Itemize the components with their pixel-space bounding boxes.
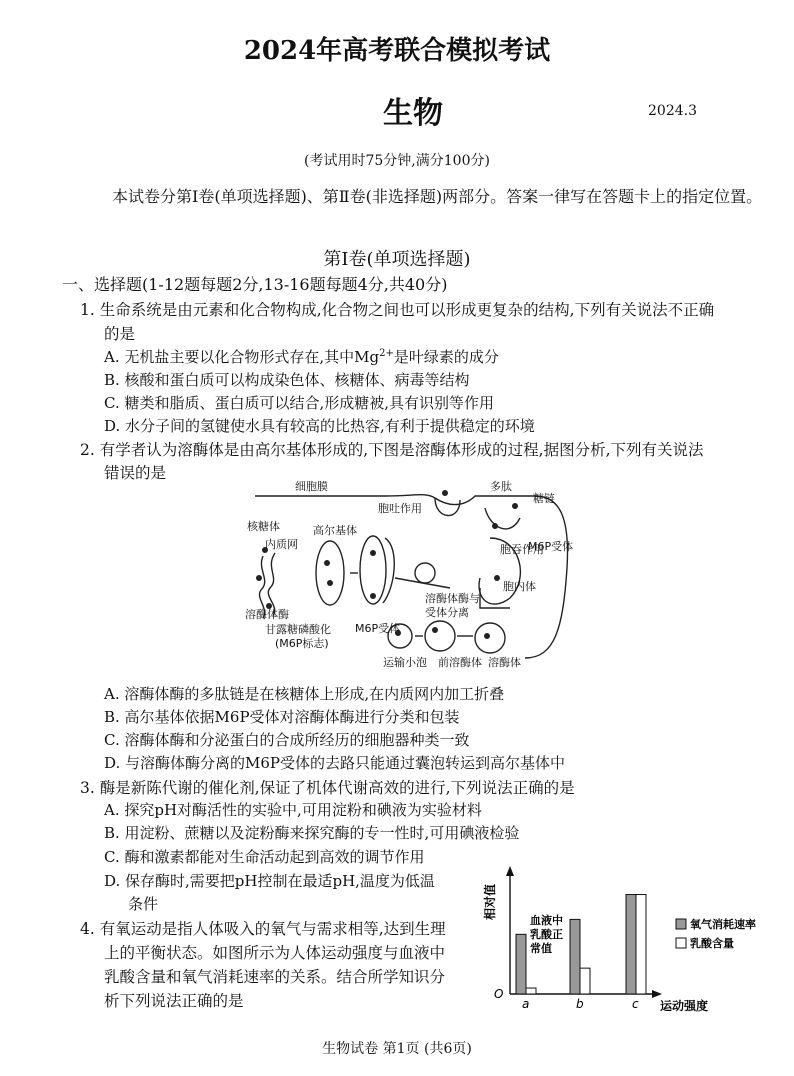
subject-title: 生物 xyxy=(383,96,443,131)
legend-swatch-oxygen xyxy=(676,919,686,929)
section-title: 一、选择题(1-12题每题2分,13-16题每题4分,共40分) xyxy=(62,275,448,294)
label-cell-membrane: 细胞膜 xyxy=(295,480,328,493)
x-axis-arrow xyxy=(652,990,662,998)
q1-option-a-tail: 是叶绿素的成分 xyxy=(393,348,499,366)
q4-stem-line3: 乳酸含量和氧气消耗速率的关系。结合所学知识分 xyxy=(104,968,446,986)
legend-label-oxygen: 氧气消耗速率 xyxy=(690,918,756,931)
golgi-edge xyxy=(383,538,394,603)
q3-stem: 3. 酶是新陈代谢的催化剂,保证了机体代谢高效的进行,下列说法正确的是 xyxy=(80,779,575,797)
volume-title: 第Ⅰ卷(单项选择题) xyxy=(323,249,471,270)
q4-stem-line1: 4. 有氧运动是指人体吸入的氧气与需求相等,达到生理 xyxy=(80,920,446,938)
q3-option-d-line2: 条件 xyxy=(128,895,159,913)
chart-annotation-line2: 乳酸正 xyxy=(530,928,563,941)
origin-label: O xyxy=(494,987,504,1001)
endocytosis-pit xyxy=(485,508,520,529)
exam-date: 2024.3 xyxy=(648,103,697,119)
label-pre-lysosome: 前溶酶体 xyxy=(438,656,482,669)
q2-option-c: C. 溶酶体酶和分泌蛋白的合成所经历的细胞器种类一致 xyxy=(104,731,470,749)
arrow-receptor-return xyxy=(395,578,450,588)
q1-option-c: C. 糖类和脂质、蛋白质可以结合,形成糖被,具有识别等作用 xyxy=(104,394,495,412)
label-endocytosis: 胞吞作用 xyxy=(500,543,544,556)
label-lysosome: 溶酶体 xyxy=(488,656,521,669)
q2-option-b: B. 高尔基体依据M6P受体对溶酶体酶进行分类和包装 xyxy=(104,708,460,726)
chart-annotation-line1: 血液中 xyxy=(530,914,563,927)
x-tick-b: b xyxy=(576,997,584,1011)
exercise-chart xyxy=(480,862,780,1012)
label-mannose-line2: (M6P标志) xyxy=(275,637,329,650)
q1-option-a-superscript: 2+ xyxy=(379,348,394,359)
legend-swatch-lactate xyxy=(676,938,686,948)
label-m6p-receptor-bottom: M6P受体 xyxy=(355,622,401,635)
label-sugar-chain: 糖链 xyxy=(533,492,555,505)
label-m6p-receptor-top: M6P受体 xyxy=(528,540,574,553)
label-exocytosis: 胞吐作用 xyxy=(378,502,422,515)
exam-title: 2024年高考联合模拟考试 xyxy=(243,36,551,66)
x-tick-c: c xyxy=(632,997,639,1011)
q1-option-d: D. 水分子间的氢键使水具有较高的比热容,有利于提供稳定的环境 xyxy=(104,417,535,435)
page-footer: 生物试卷 第1页 (共6页) xyxy=(322,1041,472,1057)
q3-option-b: B. 用淀粉、蔗糖以及淀粉酶来探究酶的专一性时,可用碘液检验 xyxy=(104,824,520,842)
q2-option-a: A. 溶酶体酶的多肽链是在核糖体上形成,在内质网内加工折叠 xyxy=(104,685,505,703)
q3-option-a: A. 探究pH对酶活性的实验中,可用淀粉和碘液为实验材料 xyxy=(104,801,482,819)
q2-stem-line2: 错误的是 xyxy=(104,464,167,482)
q3-option-c: C. 酶和激素都能对生命活动起到高效的调节作用 xyxy=(104,848,425,866)
recycling-vesicle xyxy=(415,563,435,583)
q4-stem-line2: 上的平衡状态。如图所示为人体运动强度与血液中 xyxy=(104,944,446,962)
label-golgi: 高尔基体 xyxy=(313,524,357,537)
bar-oxygen-c xyxy=(626,895,636,994)
golgi-cis xyxy=(316,541,344,605)
q1-stem-line2: 的是 xyxy=(104,325,136,343)
label-lysosomal-enzyme: 溶酶体酶 xyxy=(245,608,289,621)
q1-option-a-text: A. 无机盐主要以化合物形式存在,其中Mg xyxy=(104,348,380,366)
lysosome-formation-diagram xyxy=(235,478,575,673)
q1-option-a xyxy=(104,346,499,367)
label-separation-line1: 溶酶体酶与 xyxy=(425,592,480,605)
label-ribosome: 核糖体 xyxy=(247,520,280,533)
q4-stem-line4: 析下列说法正确的是 xyxy=(104,992,244,1010)
label-transport-vesicle: 运输小泡 xyxy=(383,656,427,669)
chart-annotation-line3: 常值 xyxy=(530,942,552,955)
q3-option-d-line1: D. 保存酶时,需要把pH控制在最适pH,温度为低温 xyxy=(104,872,435,890)
label-mannose-line1: 甘露糖磷酸化 xyxy=(265,623,331,636)
legend-label-lactate: 乳酸含量 xyxy=(690,937,734,950)
bar-lactate-b xyxy=(580,968,590,994)
bar-lactate-c xyxy=(636,895,646,994)
bar-lactate-a xyxy=(526,988,536,994)
x-axis-label: 运动强度 xyxy=(660,999,709,1012)
x-tick-a: a xyxy=(522,997,530,1011)
time-info: (考试用时75分钟,满分100分) xyxy=(304,153,490,169)
q2-option-d: D. 与溶酶体酶分离的M6P受体的去路只能通过囊泡转运到高尔基体中 xyxy=(104,754,566,772)
label-separation-line2: 受体分离 xyxy=(425,606,469,619)
q2-stem-line1: 2. 有学者认为溶酶体是由高尔基体形成的,下图是溶酶体形成的过程,据图分析,下列有关说法 xyxy=(80,441,704,459)
lysosome-circle xyxy=(475,623,505,653)
y-axis-arrow xyxy=(506,866,514,876)
bar-oxygen-b xyxy=(570,919,580,994)
pre-lysosome-circle xyxy=(425,621,455,651)
label-er: 内质网 xyxy=(265,538,298,551)
bar-oxygen-a xyxy=(516,934,526,994)
label-endosome: 胞内体 xyxy=(503,580,536,593)
q1-option-b: B. 核酸和蛋白质可以构成染色体、核糖体、病毒等结构 xyxy=(104,371,470,389)
intro-paragraph: 本试卷分第Ⅰ卷(单项选择题)、第Ⅱ卷(非选择题)两部分。答案一律写在答题卡上的指定位置。 xyxy=(112,187,763,206)
label-polypeptide: 多肽 xyxy=(490,480,512,493)
q1-stem-line1: 1. 生命系统是由元素和化合物构成,化合物之间也可以形成更复杂的结构,下列有关说法不正确 xyxy=(80,301,715,319)
y-axis-label: 相对值 xyxy=(483,883,497,921)
